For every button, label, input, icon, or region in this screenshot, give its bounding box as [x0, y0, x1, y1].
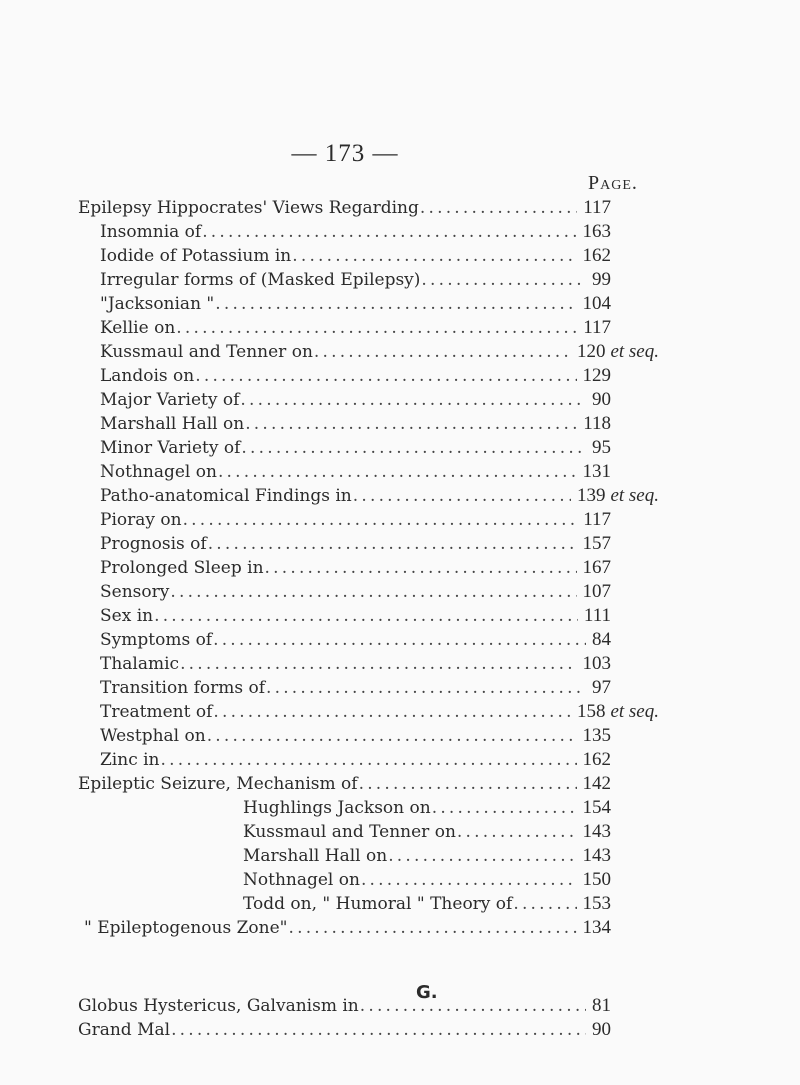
- entry-label: Pioray on: [100, 510, 182, 530]
- index-entry: [100, 436, 611, 460]
- entry-label: Landois on: [100, 366, 195, 386]
- entry-page-number: 150: [582, 869, 611, 890]
- entry-label: Patho-anatomical Findings in: [100, 486, 352, 506]
- entry-page: [583, 532, 612, 556]
- entry-page: [583, 724, 612, 748]
- entry-page-number: 162: [582, 245, 611, 266]
- entry-label: Insomnia of: [100, 222, 202, 242]
- index-entry: [100, 748, 611, 772]
- entry-page-number: 135: [582, 725, 611, 746]
- entry-page: [577, 484, 659, 508]
- index-entry: [100, 604, 611, 628]
- leader-dots: [213, 700, 571, 724]
- leader-dots: [240, 388, 586, 412]
- entry-page-number: 90: [592, 1019, 611, 1040]
- index-entry: [100, 484, 659, 508]
- index-entry: [243, 844, 611, 868]
- entry-page: [592, 436, 611, 460]
- index-entry: [100, 364, 611, 388]
- entry-page: [583, 844, 612, 868]
- leader-dots: [183, 508, 578, 532]
- index-entry: [100, 220, 611, 244]
- leader-dots: [266, 676, 586, 700]
- entry-page: [583, 892, 612, 916]
- entry-page-number: 118: [583, 413, 611, 434]
- page-column-header: Page.: [588, 172, 638, 194]
- entry-page: [583, 868, 612, 892]
- entry-label: Nothnagel on: [100, 462, 217, 482]
- entry-page: [592, 268, 611, 292]
- entry-page-number: 167: [582, 557, 611, 578]
- entry-label: Sex in: [100, 606, 154, 626]
- entry-label: Hughlings Jackson on: [243, 798, 431, 818]
- entry-page-number: 104: [582, 293, 611, 314]
- leader-dots: [513, 892, 576, 916]
- leader-dots: [208, 532, 577, 556]
- index-entry: [100, 628, 611, 652]
- entry-page-number: 99: [592, 269, 611, 290]
- entry-page: [583, 580, 612, 604]
- leader-dots: [361, 868, 577, 892]
- index-entry: [100, 508, 611, 532]
- entry-label: Epileptic Seizure, Mechanism of: [78, 774, 358, 794]
- index-entry: [100, 532, 611, 556]
- index-entry: [78, 1018, 611, 1042]
- leader-dots: [176, 316, 577, 340]
- entry-page-number: 129: [582, 365, 611, 386]
- entry-page-number: 162: [582, 749, 611, 770]
- leader-dots: [457, 820, 577, 844]
- entry-page: [583, 916, 612, 940]
- index-entry: [100, 580, 611, 604]
- entry-page: [583, 820, 612, 844]
- entry-page: [583, 316, 611, 340]
- entry-page-number: 97: [592, 677, 611, 698]
- entry-page-number: 157: [582, 533, 611, 554]
- index-entry: [243, 868, 611, 892]
- entry-label: Marshall Hall on: [100, 414, 245, 434]
- entry-label: " Epileptogenous Zone": [84, 918, 288, 938]
- entry-page: [583, 460, 612, 484]
- entry-page: [583, 220, 612, 244]
- entry-page-number: 163: [582, 221, 611, 242]
- entry-label: Iodide of Potassium in: [100, 246, 292, 266]
- entry-page: [583, 772, 612, 796]
- index-entry: [78, 196, 611, 220]
- entry-page-number: 107: [582, 581, 611, 602]
- leader-dots: [207, 724, 577, 748]
- leader-dots: [241, 436, 586, 460]
- index-entry: [84, 916, 611, 940]
- entry-page: [577, 340, 659, 364]
- entry-page: [583, 244, 612, 268]
- entry-page-suffix: et seq.: [610, 341, 659, 362]
- index-entry: [100, 388, 611, 412]
- entry-label: Major Variety of: [100, 390, 240, 410]
- entry-label: Sensory: [100, 582, 170, 602]
- index-entry: [100, 268, 611, 292]
- entry-label: Kellie on: [100, 318, 176, 338]
- entry-page-number: 143: [582, 821, 611, 842]
- entry-page: [583, 364, 612, 388]
- entry-page-number: 154: [582, 797, 611, 818]
- entry-page: [592, 1018, 611, 1042]
- entry-page-number: 84: [592, 629, 611, 650]
- entry-label: "Jacksonian ": [100, 294, 215, 314]
- entry-label: Kussmaul and Tenner on: [100, 342, 313, 362]
- index-entry: [100, 412, 611, 436]
- entry-page-number: 95: [592, 437, 611, 458]
- entry-page-number: 117: [583, 509, 611, 530]
- entry-label: Zinc in: [100, 750, 160, 770]
- leader-dots: [432, 796, 577, 820]
- section-letter-heading: G.: [416, 982, 438, 1003]
- entry-page-number: 81: [592, 995, 611, 1016]
- entry-page-number: 158: [576, 701, 606, 722]
- entry-page: [592, 388, 611, 412]
- entry-label: Prolonged Sleep in: [100, 558, 264, 578]
- entry-page-number: 117: [583, 197, 611, 218]
- leader-dots: [213, 628, 586, 652]
- index-entry: [78, 772, 611, 796]
- index-entry: [100, 676, 611, 700]
- leader-dots: [360, 994, 586, 1018]
- index-entry: [100, 316, 611, 340]
- entry-page-number: 131: [582, 461, 611, 482]
- entry-page: [577, 700, 659, 724]
- index-entry: [100, 340, 659, 364]
- index-entry: [100, 700, 659, 724]
- entry-page-number: 139: [576, 485, 606, 506]
- index-entry: [100, 724, 611, 748]
- entry-label: Globus Hystericus, Galvanism in: [78, 996, 359, 1016]
- entry-page: [583, 556, 612, 580]
- leader-dots: [154, 604, 578, 628]
- entry-page-number: 142: [582, 773, 611, 794]
- index-entry: [100, 244, 611, 268]
- index-entry: [100, 460, 611, 484]
- entry-page-number: 117: [583, 317, 611, 338]
- entry-page-number: 134: [582, 917, 611, 938]
- entry-page: [583, 412, 611, 436]
- index-entry: [78, 994, 611, 1018]
- leader-dots: [314, 340, 571, 364]
- leader-dots: [359, 772, 577, 796]
- leader-dots: [218, 460, 577, 484]
- leader-dots: [388, 844, 576, 868]
- entry-label: Epilepsy Hippocrates' Views Regarding: [78, 198, 419, 218]
- leader-dots: [288, 916, 576, 940]
- entry-page-number: 120: [576, 341, 606, 362]
- entry-page: [583, 748, 612, 772]
- entry-page: [583, 196, 611, 220]
- entry-label: Thalamic: [100, 654, 180, 674]
- index-entry: [243, 892, 611, 916]
- page-number: — 173 —: [291, 140, 399, 167]
- entry-page-suffix: et seq.: [610, 701, 659, 722]
- entry-page-number: 111: [583, 605, 611, 626]
- entry-page-number: 103: [582, 653, 611, 674]
- leader-dots: [170, 580, 576, 604]
- entry-label: Transition forms of: [100, 678, 265, 698]
- index-entry: [243, 796, 611, 820]
- entry-page: [584, 604, 611, 628]
- entry-page: [583, 796, 612, 820]
- leader-dots: [265, 556, 577, 580]
- leader-dots: [421, 268, 586, 292]
- entry-page-number: 143: [582, 845, 611, 866]
- entry-label: Irregular forms of (Masked Epilepsy): [100, 270, 421, 290]
- leader-dots: [202, 220, 576, 244]
- entry-label: Grand Mal: [78, 1020, 171, 1040]
- leader-dots: [195, 364, 576, 388]
- entry-label: Symptoms of: [100, 630, 213, 650]
- leader-dots: [215, 292, 576, 316]
- leader-dots: [161, 748, 577, 772]
- entry-label: Minor Variety of: [100, 438, 241, 458]
- leader-dots: [353, 484, 571, 508]
- entry-page: [583, 292, 612, 316]
- leader-dots: [171, 1018, 586, 1042]
- entry-label: Treatment of: [100, 702, 213, 722]
- entry-page: [592, 994, 611, 1018]
- entry-label: Marshall Hall on: [243, 846, 388, 866]
- leader-dots: [420, 196, 577, 220]
- entry-page-number: 153: [582, 893, 611, 914]
- entry-page: [592, 628, 611, 652]
- entry-page: [583, 652, 612, 676]
- entry-label: Kussmaul and Tenner on: [243, 822, 456, 842]
- index-entry: [100, 556, 611, 580]
- entry-label: Nothnagel on: [243, 870, 360, 890]
- entry-label: Westphal on: [100, 726, 206, 746]
- leader-dots: [180, 652, 576, 676]
- index-entry: [243, 820, 611, 844]
- index-entry: [100, 652, 611, 676]
- entry-page: [592, 676, 611, 700]
- entry-page: [583, 508, 611, 532]
- leader-dots: [292, 244, 576, 268]
- index-entry: [100, 292, 611, 316]
- leader-dots: [245, 412, 577, 436]
- entry-page-suffix: et seq.: [610, 485, 659, 506]
- entry-label: Prognosis of: [100, 534, 207, 554]
- entry-page-number: 90: [592, 389, 611, 410]
- entry-label: Todd on, " Humoral " Theory of: [243, 894, 513, 914]
